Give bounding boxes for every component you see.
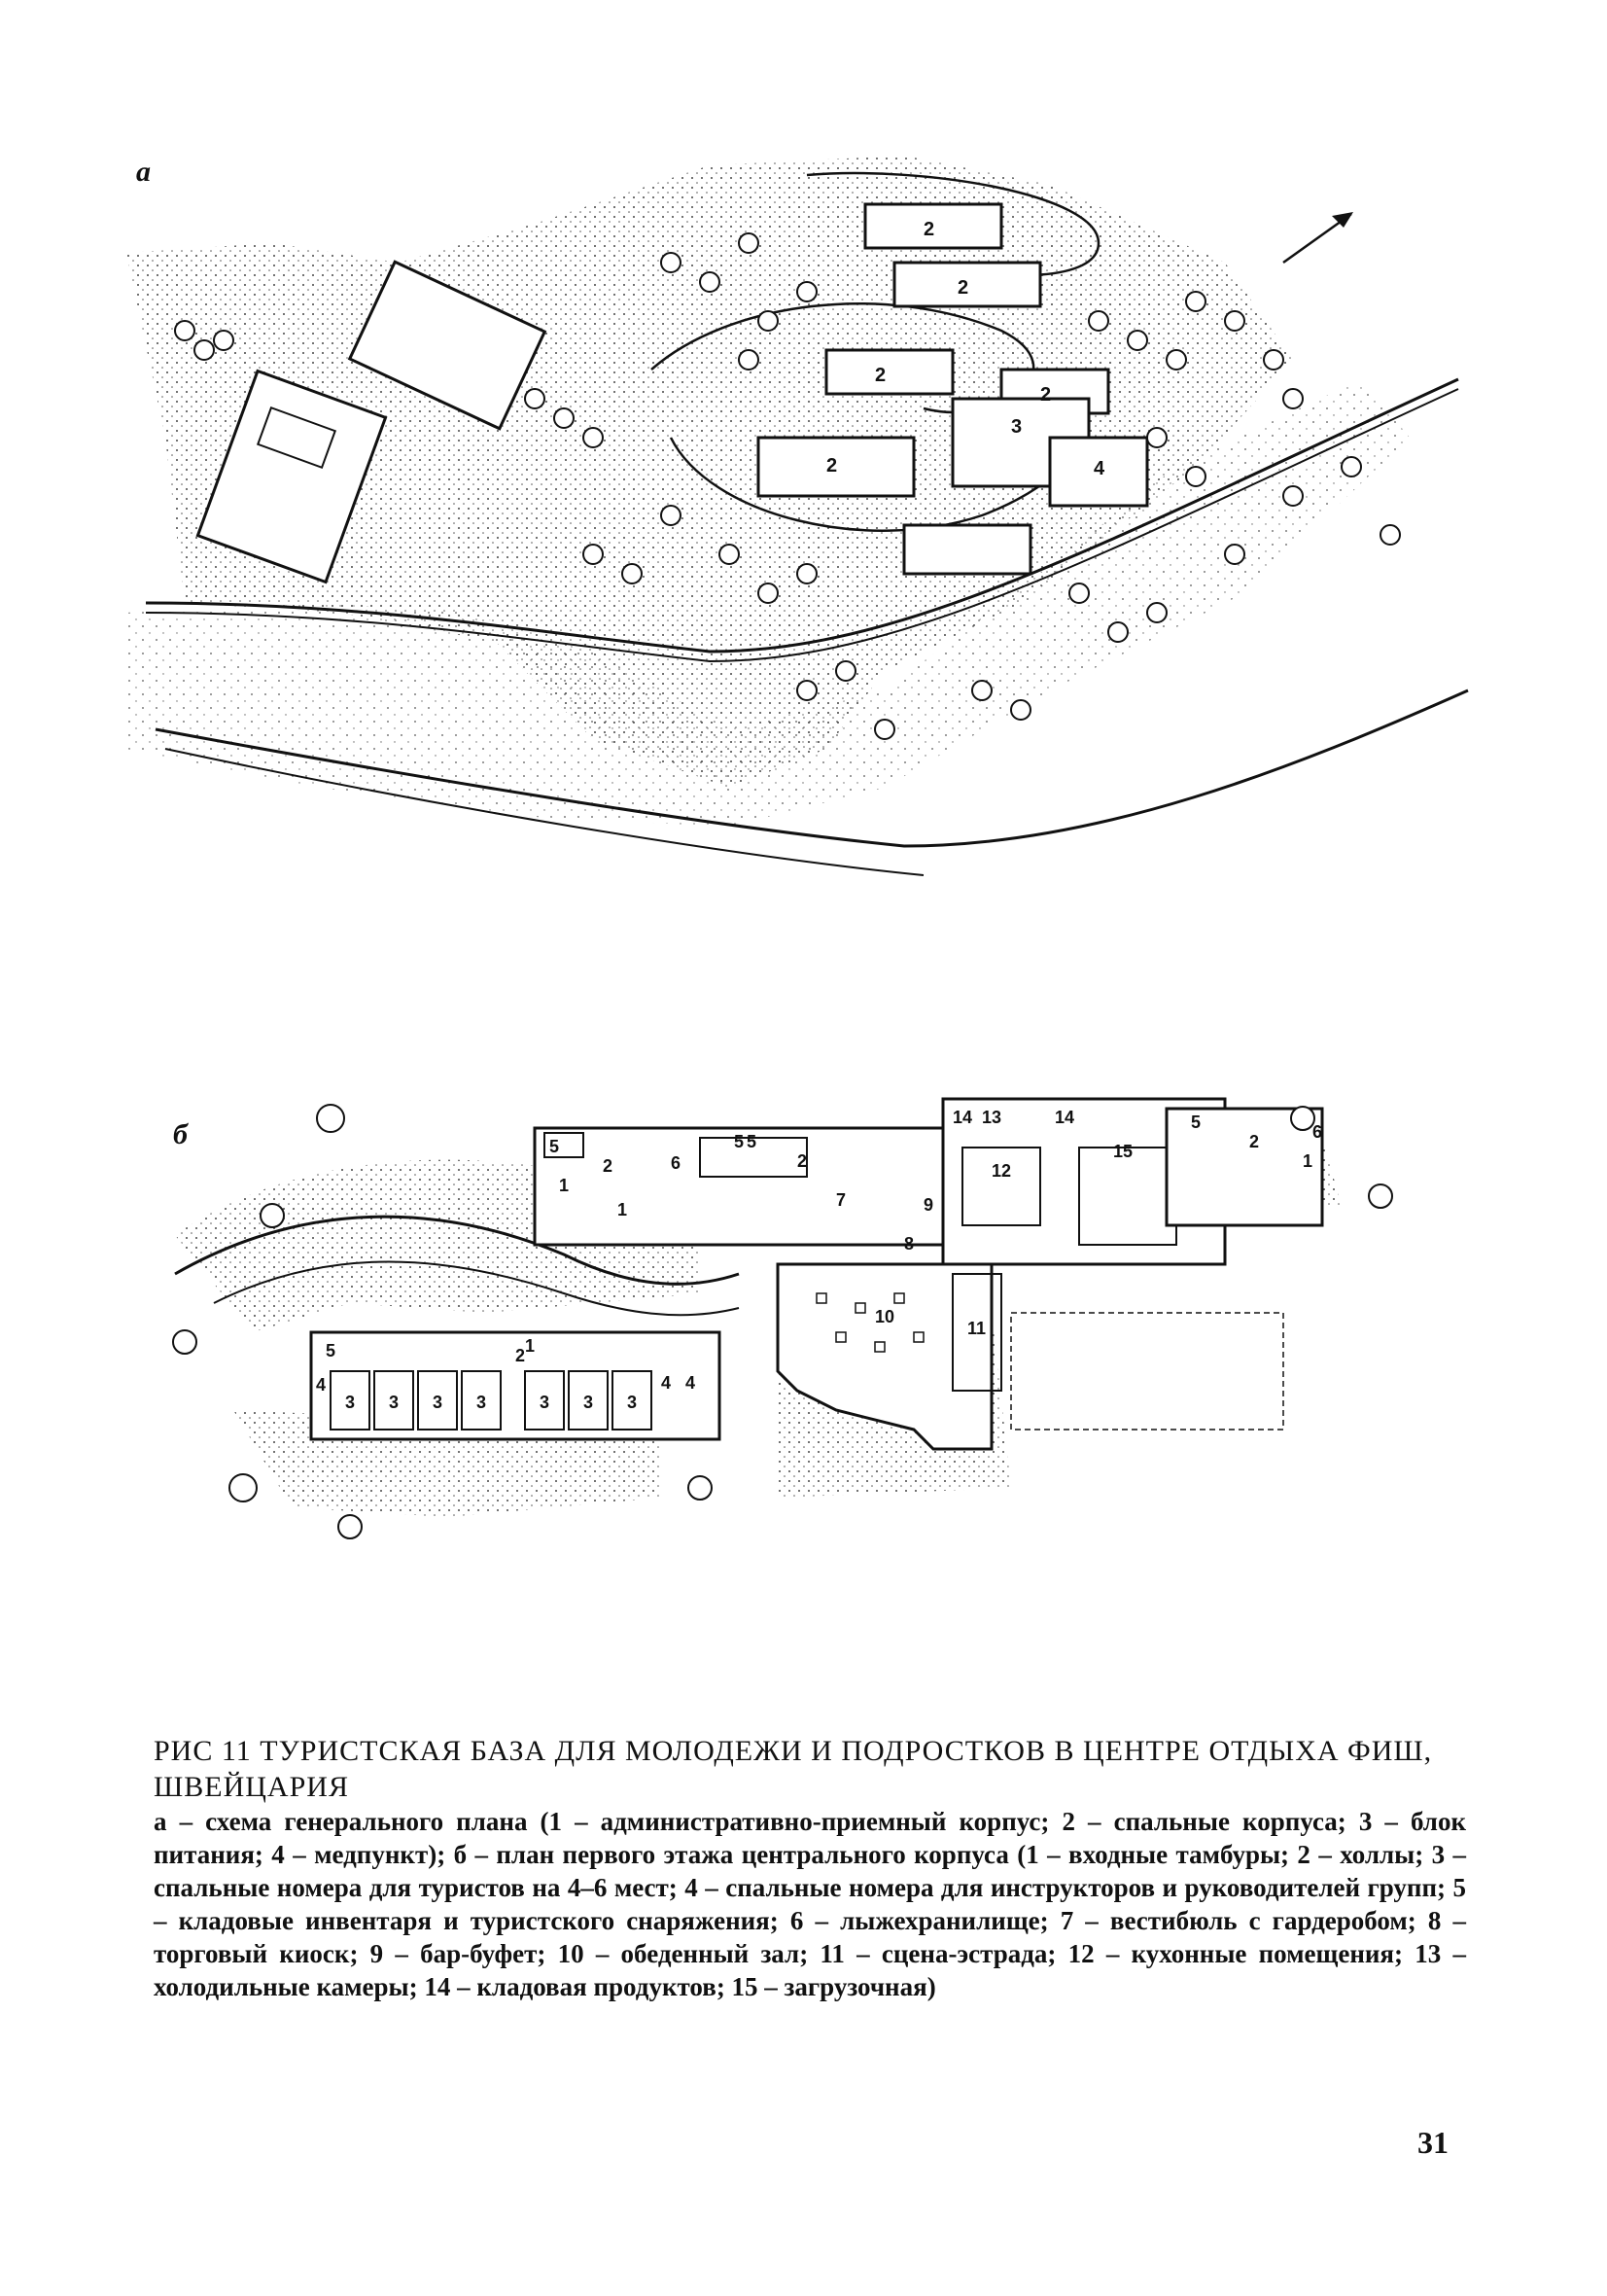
room-number: 3 xyxy=(389,1393,400,1412)
building-number: 2 xyxy=(924,219,935,240)
room-number: 3 xyxy=(583,1393,594,1412)
room-number: 5 xyxy=(326,1341,336,1360)
room-number: 1 xyxy=(559,1176,570,1195)
room-number: 12 xyxy=(992,1161,1012,1181)
room-number: 4 xyxy=(316,1375,327,1395)
building-number: 2 xyxy=(958,277,969,299)
figure-a-label: а xyxy=(136,156,151,188)
room-number: 3 xyxy=(627,1393,638,1412)
room-number: 1 xyxy=(617,1200,628,1219)
room-number: 2 xyxy=(797,1151,808,1171)
room-number: 3 xyxy=(540,1393,550,1412)
figure-caption xyxy=(154,1733,1466,2003)
room-number: 3 xyxy=(476,1393,487,1412)
room-number: 6 xyxy=(1312,1122,1323,1142)
room-number: 5 xyxy=(747,1132,757,1151)
room-number: 9 xyxy=(924,1195,934,1215)
room-number: 14 xyxy=(953,1108,973,1127)
room-number: 10 xyxy=(875,1307,895,1326)
room-number: 13 xyxy=(982,1108,1002,1127)
top-wing xyxy=(535,1128,992,1245)
floor-plan-figure-b xyxy=(156,1079,1419,1566)
caption-body: а – схема генерального плана (1 – административно-приемный корпус; 2 – спальные корпуса; 3 – блок питания; 4 – медпункт); б – план первого этажа центрального корпуса (1 – входные тамбуры; 2 – холлы; 3 – спальные номера для туристов на 4–6 мест; 4 – спальные номера для инструкторов и руководителей групп; 5 – кладовые инвентаря и туристского снаряжения; 6 – лыжехранилище; 7 – вестибюль с гардеробом; 8 – торговый киоск; 9 – бар-буфет; 10 – обеденный зал; 11 – сцена-эстрада; 12 – кухонные помещения; 13 – холодильные камеры; 14 – кладовая продуктов; 15 – загрузочная) xyxy=(154,1807,1466,2001)
room-number: 8 xyxy=(904,1234,915,1254)
room-number: 15 xyxy=(1113,1142,1134,1161)
building-number: 4 xyxy=(1094,458,1105,479)
room-number: 5 xyxy=(549,1137,560,1156)
site-plan-figure-a xyxy=(126,146,1487,963)
room-number: 1 xyxy=(525,1336,536,1356)
dorm-building xyxy=(904,525,1031,574)
building-number: 2 xyxy=(1040,384,1052,406)
room-number: 14 xyxy=(1055,1108,1075,1127)
figure-b-label: б xyxy=(173,1118,188,1150)
room-number: 4 xyxy=(661,1373,672,1393)
dorm-building xyxy=(826,350,953,394)
room-number: 1 xyxy=(1303,1151,1313,1171)
room-number: 7 xyxy=(836,1190,847,1210)
room-number: 3 xyxy=(433,1393,443,1412)
room-number: 2 xyxy=(515,1346,526,1365)
room-number: 2 xyxy=(1249,1132,1260,1151)
room-number: 5 xyxy=(1191,1113,1202,1132)
building-number: 2 xyxy=(875,365,887,386)
building-number: 2 xyxy=(826,455,838,477)
room-number: 5 xyxy=(734,1132,745,1151)
room-number: 3 xyxy=(345,1393,356,1412)
page-number: 31 xyxy=(1417,2125,1449,2160)
room-number: 11 xyxy=(967,1319,987,1338)
room-number: 6 xyxy=(671,1153,681,1173)
building-number: 3 xyxy=(1011,416,1023,438)
room-number: 4 xyxy=(685,1373,696,1393)
room-number: 2 xyxy=(603,1156,613,1176)
caption-title: РИС 11 ТУРИСТСКАЯ БАЗА ДЛЯ МОЛОДЕЖИ И ПОДРОСТКОВ В ЦЕНТРЕ ОТДЫХА ФИШ, ШВЕЙЦАРИЯ xyxy=(154,1735,1433,1803)
